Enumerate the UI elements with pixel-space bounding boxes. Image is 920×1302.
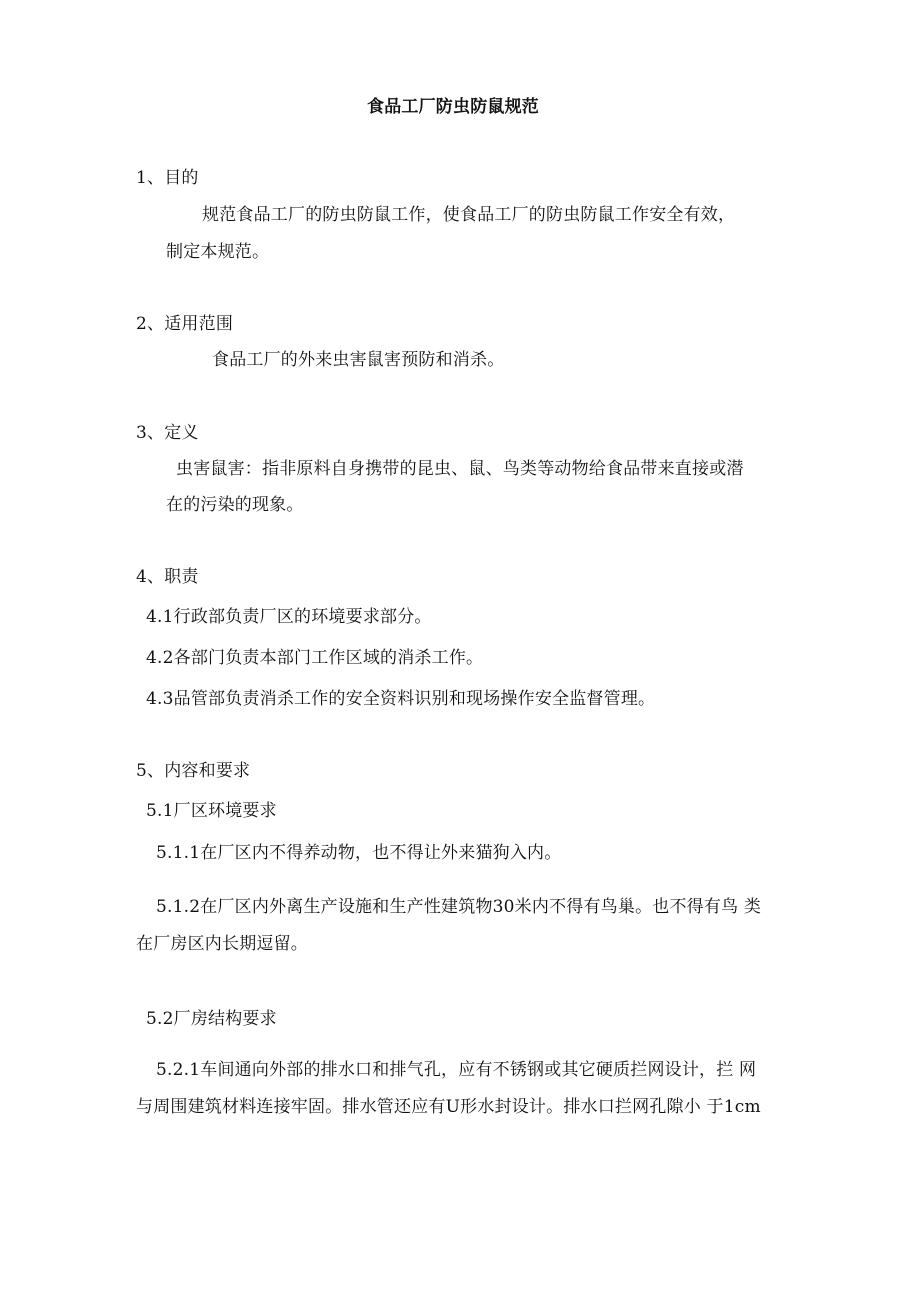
section-4-item-3: 4.3品管部负责消杀工作的安全资料识别和现场操作安全监督管理。 <box>146 689 656 709</box>
section-3-paragraph-line-2: 在的污染的现象。 <box>166 495 304 515</box>
section-2-heading: 2、适用范围 <box>136 314 234 334</box>
section-5-2-heading: 5.2厂房结构要求 <box>146 1009 277 1029</box>
section-1-heading: 1、目的 <box>136 168 199 188</box>
section-5-1-2-line-2: 在厂房区内长期逗留。 <box>136 934 308 954</box>
section-5-1-heading: 5.1厂区环境要求 <box>146 801 277 821</box>
section-4-item-2: 4.2各部门负责本部门工作区域的消杀工作。 <box>146 648 484 668</box>
section-5-heading: 5、内容和要求 <box>136 761 251 781</box>
section-5-1-1-item: 5.1.1在厂区内不得养动物，也不得让外来猫狗入内。 <box>156 843 562 863</box>
section-5-2-1-line-1: 5.2.1车间通向外部的排水口和排气孔，应有不锈钢或其它硬质拦网设计，拦 网 <box>156 1060 757 1080</box>
section-5-1-2-line-1: 5.1.2在厂区内外离生产设施和生产性建筑物30米内不得有鸟巢。也不得有鸟 类 <box>156 897 762 917</box>
section-4-heading: 4、职责 <box>136 567 199 587</box>
section-3-heading: 3、定义 <box>136 423 199 443</box>
section-1-paragraph-line-2: 制定本规范。 <box>166 242 270 262</box>
section-2-paragraph: 食品工厂的外来虫害鼠害预防和消杀。 <box>212 350 505 370</box>
document-title: 食品工厂防虫防鼠规范 <box>367 97 539 117</box>
section-5-2-1-line-2: 与周围建筑材料连接牢固。排水管还应有U形水封设计。排水口拦网孔隙小 于1cm <box>136 1097 761 1117</box>
section-4-item-1: 4.1行政部负责厂区的环境要求部分。 <box>146 607 432 627</box>
section-3-paragraph-line-1: 虫害鼠害：指非原料自身携带的昆虫、鼠、鸟类等动物给食品带来直接或潜 <box>176 459 744 479</box>
section-1-paragraph-line-1: 规范食品工厂的防虫防鼠工作，使食品工厂的防虫防鼠工作安全有效， <box>202 205 736 225</box>
